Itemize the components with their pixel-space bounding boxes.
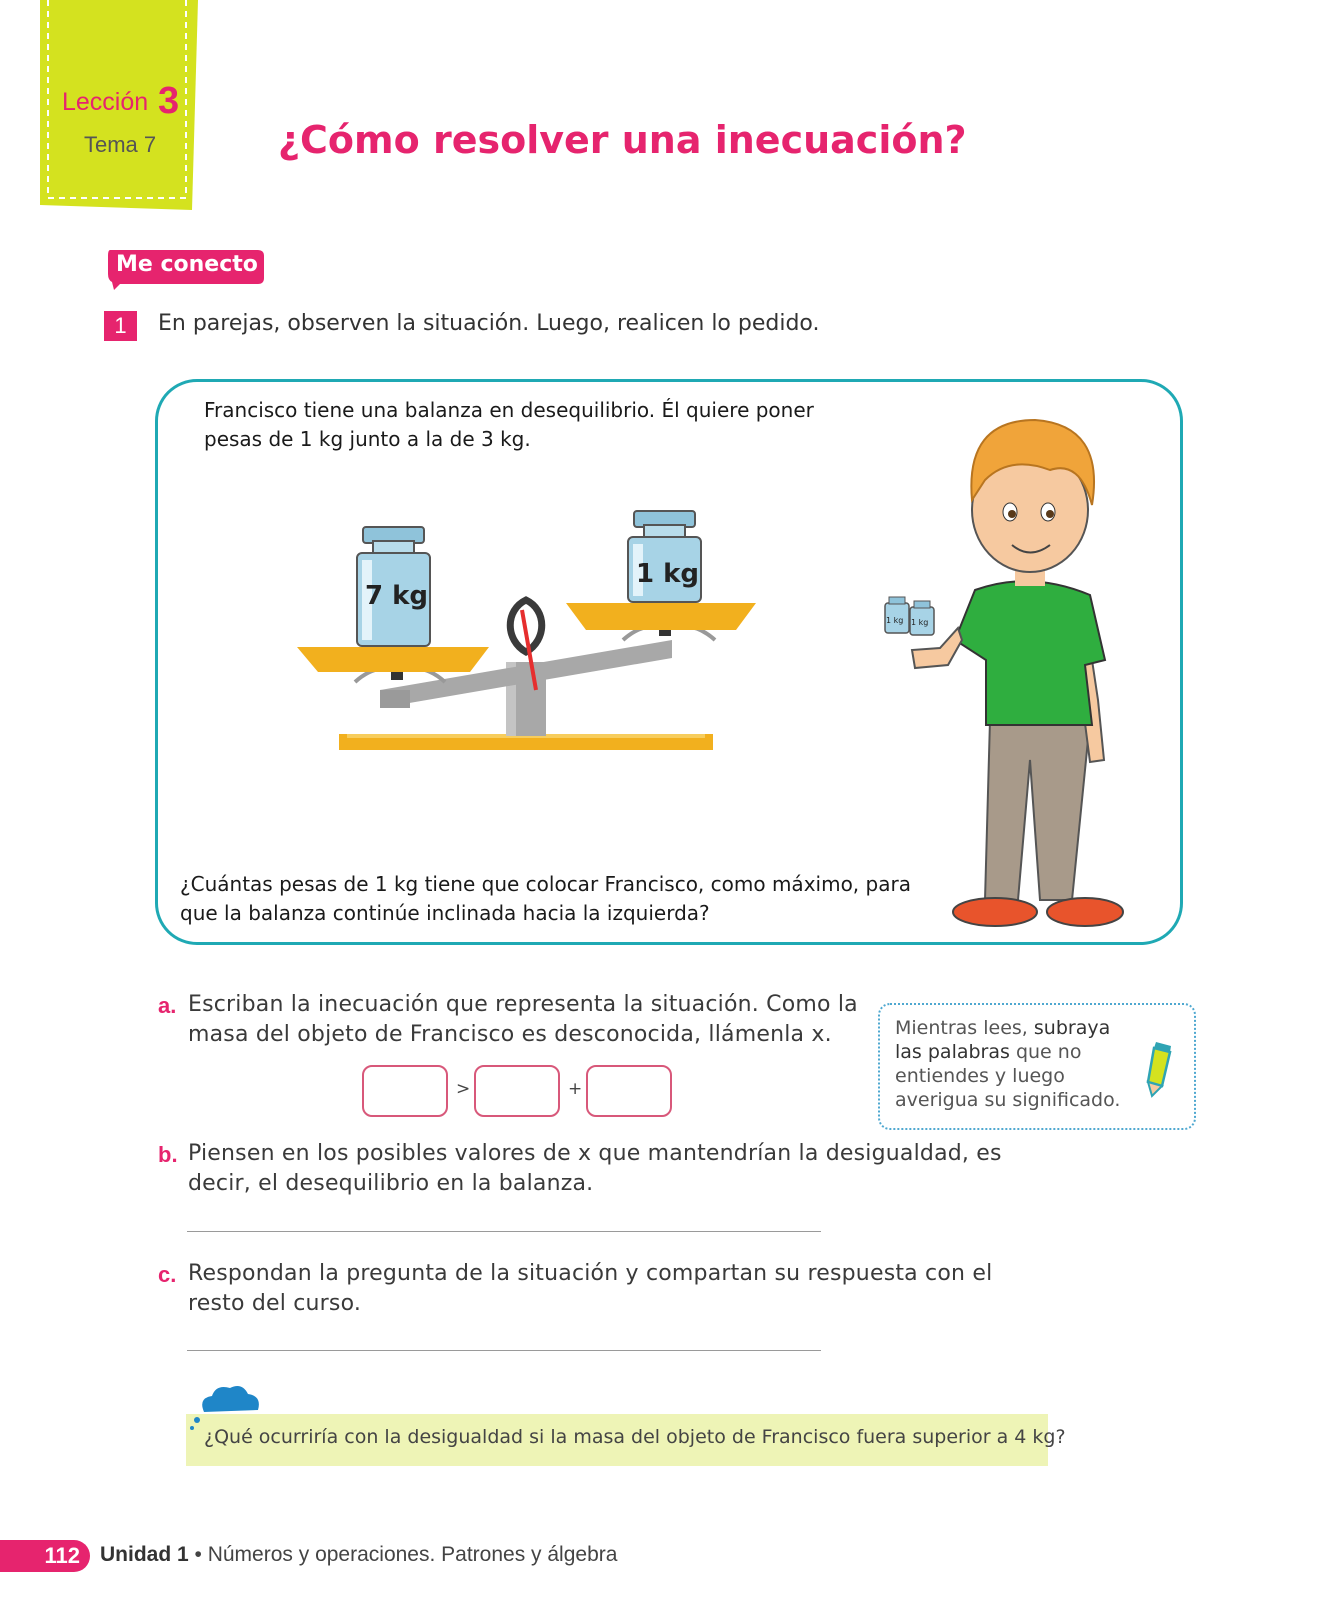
section-tag: Me conecto bbox=[116, 252, 258, 277]
hand-weight-label-1: 1 kg bbox=[886, 616, 904, 625]
page-number: 112 bbox=[0, 1540, 90, 1572]
exercise-instruction: En parejas, observen la situación. Luego, realicen lo pedido. bbox=[158, 311, 820, 336]
question-c-text: Respondan la pregunta de la situación y compartan su respuesta con el resto del curso. bbox=[188, 1261, 993, 1316]
question-b-text: Piensen en los posibles valores de x que mantendrían la desigualdad, es decir, el desequilibrio en la balanza. bbox=[188, 1141, 1002, 1196]
lesson-number: 3 bbox=[158, 80, 180, 122]
question-a-letter: a. bbox=[158, 993, 177, 1018]
inequality-operator-greater: > bbox=[456, 1079, 471, 1099]
right-tray bbox=[566, 603, 756, 630]
lesson-label: Lección bbox=[62, 88, 149, 116]
inequality-box-3[interactable] bbox=[586, 1065, 672, 1117]
inequality-box-1[interactable] bbox=[362, 1065, 448, 1117]
weight-1kg-label: 1 kg bbox=[636, 559, 700, 589]
footer-unit: Unidad 1 • Números y operaciones. Patrones y álgebra bbox=[100, 1543, 618, 1566]
situation-question: ¿Cuántas pesas de 1 kg tiene que colocar Francisco, como máximo, para que la balanza continúe inclinada hacia la izquierda? bbox=[180, 872, 911, 925]
weight-7kg-label: 7 kg bbox=[365, 581, 429, 611]
reflection-question: ¿Qué ocurriría con la desigualdad si la masa del objeto de Francisco fuera superior a 4 kg? bbox=[204, 1426, 1066, 1448]
question-b-letter: b. bbox=[158, 1142, 178, 1167]
footer-unit-subtitle: • Números y operaciones. Patrones y álgebra bbox=[188, 1543, 618, 1566]
reading-tip-text: Mientras lees, subraya las palabras que no entiendes y luego averigua su significado. bbox=[895, 1017, 1121, 1111]
question-c-letter: c. bbox=[158, 1262, 177, 1287]
inequality-operator-plus: + bbox=[568, 1079, 583, 1099]
answer-line-b[interactable] bbox=[187, 1231, 821, 1232]
page-title: ¿Cómo resolver una inecuación? bbox=[278, 118, 967, 162]
answer-line-c[interactable] bbox=[187, 1350, 821, 1351]
inequality-box-2[interactable] bbox=[474, 1065, 560, 1117]
boy-character bbox=[885, 420, 1123, 926]
situation-intro: Francisco tiene una balanza en desequilibrio. Él quiere poner pesas de 1 kg junto a la de 3 kg. bbox=[204, 398, 814, 451]
question-a-text: Escriban la inecuación que representa la situación. Como la masa del objeto de Francisco es desconocida, llámenla x. bbox=[188, 992, 858, 1047]
left-tray bbox=[297, 647, 489, 672]
topic-label: Tema 7 bbox=[84, 132, 157, 157]
exercise-number: 1 bbox=[104, 311, 137, 341]
hand-weight-label-2: 1 kg bbox=[911, 618, 929, 627]
pencil-icon bbox=[1140, 1040, 1180, 1098]
